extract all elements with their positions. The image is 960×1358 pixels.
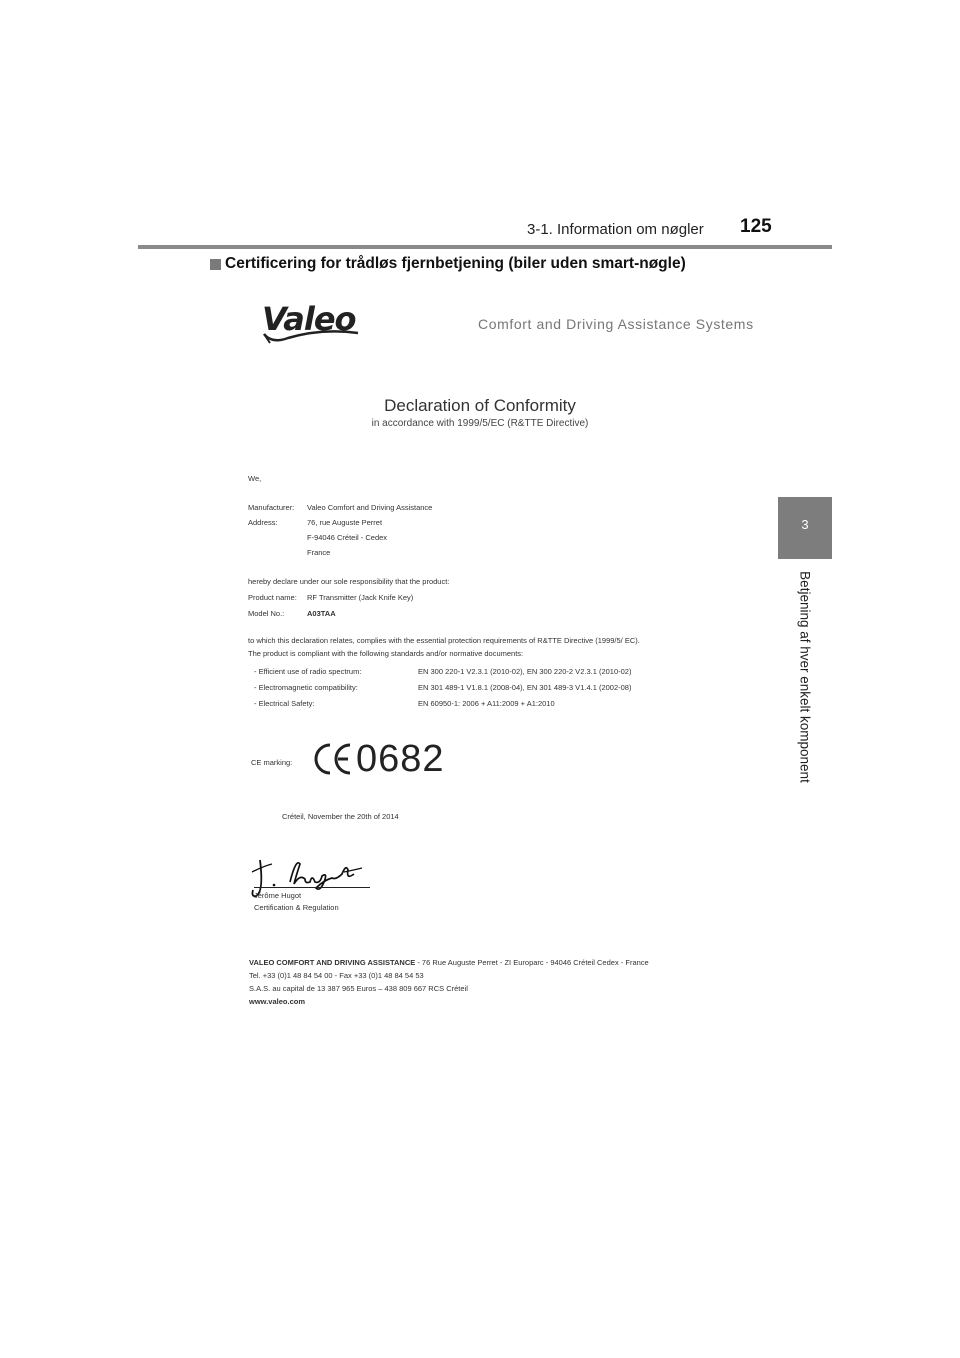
address-label: Address: <box>248 518 278 527</box>
declare-text: hereby declare under our sole responsibility that the product: <box>248 577 450 586</box>
standard-label: - Efficient use of radio spectrum: <box>254 667 362 676</box>
company-tagline: Comfort and Driving Assistance Systems <box>478 316 754 332</box>
standard-value: EN 301 489-1 V1.8.1 (2008-04), EN 301 489-3 V1.4.1 (2002-08) <box>418 683 632 692</box>
model-label: Model No.: <box>248 609 285 618</box>
chapter-number: 3 <box>801 517 809 532</box>
footer-company: VALEO COMFORT AND DRIVING ASSISTANCE <box>249 958 416 967</box>
manufacturer-label: Manufacturer: <box>248 503 295 512</box>
address-line: France <box>307 548 331 557</box>
manufacturer-value: Valeo Comfort and Driving Assistance <box>307 503 433 512</box>
document-title: Declaration of Conformity <box>384 396 576 415</box>
address-line: F-94046 Créteil - Cedex <box>307 533 388 542</box>
signature-line <box>254 887 370 888</box>
standard-label: - Electromagnetic compatibility: <box>254 683 358 692</box>
standard-value: EN 60950-1: 2006 + A11:2009 + A1:2010 <box>418 699 555 708</box>
square-bullet-icon <box>210 259 221 270</box>
model-value: A03TAA <box>307 609 336 618</box>
signatory-name: Jérôme Hugot <box>254 891 302 900</box>
section-title <box>210 255 686 273</box>
footer-website: www.valeo.com <box>249 997 305 1006</box>
we-text: We, <box>248 474 262 483</box>
product-label: Product name: <box>248 593 297 602</box>
header-divider <box>138 245 832 249</box>
logo-swoosh-icon <box>262 330 362 346</box>
standard-value: EN 300 220-1 V2.3.1 (2010-02), EN 300 220-2 V2.3.1 (2010-02) <box>418 667 632 676</box>
page-number: 125 <box>740 216 772 237</box>
footer-address: - 76 Rue Auguste Perret - ZI Europarc - 94046 Créteil Cedex - France <box>415 958 649 967</box>
footer-phone: Tel. +33 (0)1 48 84 54 00 - Fax +33 (0)1 48 84 54 53 <box>249 971 424 980</box>
section-title-text: Certificering for trådløs fjernbetjening (biler uden smart-nøgle) <box>225 255 686 272</box>
standard-label: - Electrical Safety: <box>254 699 315 708</box>
product-value: RF Transmitter (Jack Knife Key) <box>307 593 414 602</box>
footer-capital: S.A.S. au capital de 13 387 965 Euros – 438 809 667 RCS Créteil <box>249 984 468 993</box>
address-line: 76, rue Auguste Perret <box>307 518 383 527</box>
valeo-logo <box>262 300 356 338</box>
place-date: Créteil, November the 20th of 2014 <box>282 812 399 821</box>
footer-address-line <box>249 958 649 967</box>
chapter-title: Betjening af hver enkelt komponent <box>797 571 813 783</box>
compliant-text: The product is compliant with the following standards and/or normative documents: <box>248 649 524 658</box>
relates-text: to which this declaration relates, complies with the essential protection requirements of R&TTE Directive (1999/5/ EC). <box>248 636 640 645</box>
document-subtitle: in accordance with 1999/5/EC (R&TTE Directive) <box>371 418 589 429</box>
ce-notified-body-number: 0682 <box>356 738 445 780</box>
ce-mark-icon <box>311 739 355 779</box>
section-header: 3-1. Information om nøgler <box>527 221 704 238</box>
logo-text: Valeo <box>262 300 356 338</box>
signatory-title: Certification & Regulation <box>254 903 339 912</box>
ce-marking-label: CE marking: <box>251 758 293 767</box>
